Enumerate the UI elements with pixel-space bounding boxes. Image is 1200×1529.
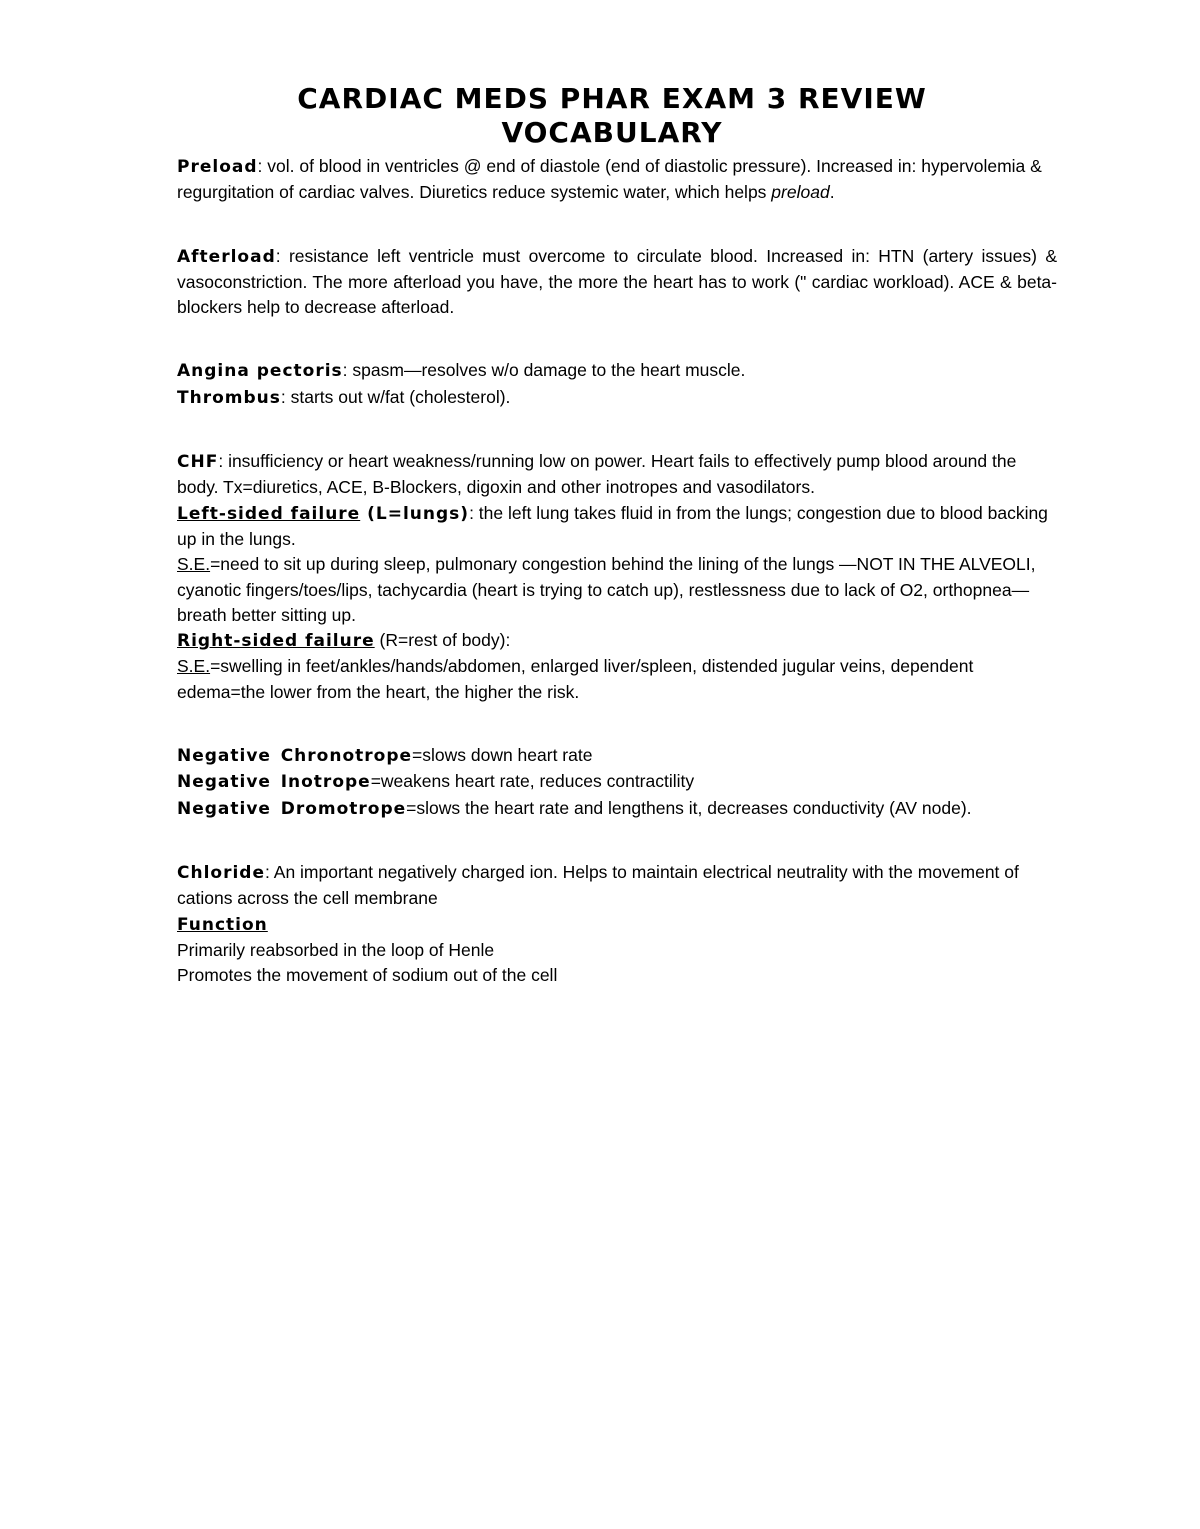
chf-sep: :	[218, 451, 229, 472]
preload-definition	[177, 154, 1057, 206]
title-line-1: CARDIAC MEDS PHAR EXAM 3 REVIEW	[297, 82, 927, 115]
left-sided-term-suffix: (L=lungs)	[360, 503, 470, 524]
preload-italic: preload	[771, 182, 830, 203]
afterload-text: resistance left ventricle must overcome to circulate blood. Increased in: HTN (artery issues) & vasoconstriction. The more afterload you have, the more the heart has to work (" cardiac workload). ACE & beta-blockers help to decrease afterload.	[177, 245, 1057, 318]
chf-term: CHF	[177, 452, 219, 473]
angina-term: Angina pectoris	[177, 361, 343, 382]
negative-kind-2: Inotrope	[280, 772, 371, 793]
left-sided-failure	[177, 501, 1057, 553]
chloride-term: Chloride	[177, 862, 265, 883]
negative-term-3: Negative	[177, 798, 271, 819]
left-sided-side-effects	[177, 552, 1057, 628]
right-sided-term: Right-sided failure	[177, 631, 375, 652]
preload-text: vol. of blood in ventricles @ end of diastole (end of diastolic pressure). Increased in: hypervolemia & regurgitation of cardiac valves. Diuretics reduce systemic water, which helps	[177, 156, 1042, 203]
chloride-text: An important negatively charged ion. Helps to maintain electrical neutrality with the movement of cations across the cell membrane	[177, 861, 1019, 909]
chf-text: insufficiency or heart weakness/running low on power. Heart fails to effectively pump blood around the body. Tx=diuretics, ACE, B-Blockers, digoxin and other inotropes and vasodilators.	[177, 451, 1017, 498]
afterload-sep: :	[275, 245, 289, 266]
preload-sep: :	[257, 156, 268, 176]
right-sided-side-effects	[177, 654, 1057, 705]
negative-inotrope	[177, 769, 1057, 795]
function-heading: Function	[177, 914, 268, 935]
thrombus-definition	[177, 385, 1057, 411]
left-sided-term: Left-sided failure	[177, 503, 361, 524]
chloride-function-line-2: Promotes the movement of sodium out of the cell	[177, 965, 558, 986]
left-sided-se-text: =need to sit up during sleep, pulmonary congestion behind the lining of the lungs —NOT IN THE ALVEOLI, cyanotic fingers/toes/lips, tachycardia (heart is trying to catch up), restlessness due to lack of O2, orthopnea—breath better sitting up.	[177, 554, 1036, 625]
right-sided-failure	[177, 628, 1057, 654]
thrombus-sep: :	[280, 386, 291, 407]
negative-text-1: =slows down heart rate	[412, 745, 593, 766]
document-page	[177, 82, 1057, 988]
negative-kind-1: Chronotrope	[280, 746, 413, 767]
left-sided-se-label: S.E.	[177, 554, 211, 575]
chloride-function-line-1: Primarily reabsorbed in the loop of Henle	[177, 939, 495, 960]
left-sided-text: : the left lung takes fluid in from the lungs; congestion due to blood backing up in the lungs.	[177, 502, 1048, 549]
angina-definition	[177, 358, 1057, 384]
document-title	[167, 82, 1057, 150]
negative-term-2: Negative	[177, 772, 271, 793]
right-sided-se-text: =swelling in feet/ankles/hands/abdomen, enlarged liver/spleen, distended jugular veins, dependent edema=the lower from the heart, the higher the risk.	[177, 656, 974, 702]
negative-term-1: Negative	[177, 746, 271, 767]
chloride-definition	[177, 860, 1057, 912]
angina-sep: :	[342, 360, 353, 381]
chf-definition	[177, 449, 1057, 501]
angina-text: spasm—resolves w/o damage to the heart muscle.	[352, 360, 746, 381]
title-line-2: VOCABULARY	[501, 116, 723, 149]
negative-kind-3: Dromotrope	[280, 798, 407, 819]
right-sided-se-label: S.E.	[177, 656, 211, 677]
negative-chronotrope	[177, 743, 1057, 769]
preload-term: Preload	[177, 157, 258, 177]
negative-dromotrope	[177, 796, 1057, 822]
preload-end: .	[829, 182, 835, 203]
afterload-term: Afterload	[177, 246, 276, 267]
thrombus-text: starts out w/fat (cholesterol).	[290, 386, 511, 407]
negative-text-3: =slows the heart rate and lengthens it, decreases conductivity (AV node).	[406, 797, 972, 818]
chloride-function-heading	[177, 912, 1057, 938]
afterload-definition	[177, 244, 1057, 321]
right-sided-text: (R=rest of body):	[374, 630, 511, 651]
negative-text-2: =weakens heart rate, reduces contractility	[370, 771, 695, 792]
chloride-sep: :	[265, 861, 274, 882]
thrombus-term: Thrombus	[177, 387, 281, 408]
